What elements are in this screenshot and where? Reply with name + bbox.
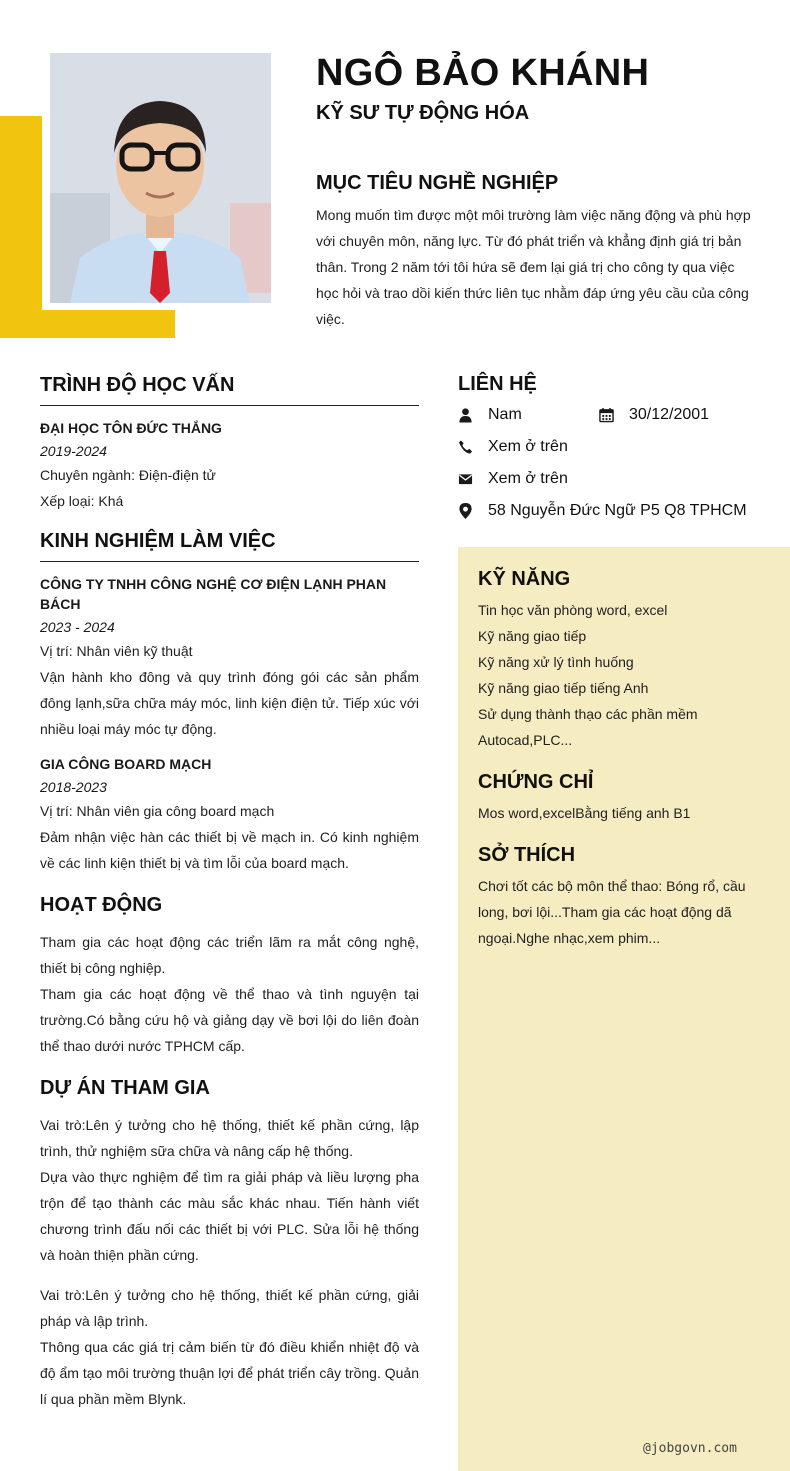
education-rank: Xếp loại: Khá xyxy=(40,493,124,509)
experience-title: KINH NGHIỆM LÀM VIỆC xyxy=(40,530,419,562)
experience-period: 2018-2023 xyxy=(40,779,107,795)
activity-item: Tham gia các hoạt động về thể thao và tình nguyện tại trường.Có bằng cứu hộ và giảng dạy về bơi lội do liên đoàn thể thao dưới nước TPHCM cấp. xyxy=(40,986,419,1054)
accent-bar-vertical xyxy=(0,116,42,338)
experience-period: 2023 - 2024 xyxy=(40,619,115,635)
accent-bar-horizontal xyxy=(0,310,175,338)
contact-phone-value: Xem ở trên xyxy=(488,438,568,455)
project-item xyxy=(40,1282,419,1412)
certificates-title: CHỨNG CHỈ xyxy=(478,771,594,793)
project-item xyxy=(40,1112,419,1268)
candidate-name: NGÔ BẢO KHÁNH xyxy=(316,52,650,94)
activity-item: Tham gia các hoạt động các triển lãm ra mắt công nghệ, thiết bị công nghiệp. xyxy=(40,934,419,976)
project-role: Vai trò:Lên ý tưởng cho hệ thống, thiết kế phần cứng, lập trình, thử nghiệm sữa chữa và nâng cấp hệ thống. xyxy=(40,1117,419,1159)
project-description: Dựa vào thực nghiệm để tìm ra giải pháp và liều lượng pha trộn để tạo thành các màu sắc khác nhau. Tiến hành viết chương trình đấu nối các thiết bị với PLC. Sửa lỗi hệ thống và hoàn thiện phần cứng. xyxy=(40,1169,419,1263)
skill-item: Kỹ năng giao tiếp tiếng Anh xyxy=(478,680,649,696)
skill-item: Kỹ năng giao tiếp xyxy=(478,628,587,644)
objective-text: Mong muốn tìm được một môi trường làm việc năng động và phù hợp với chuyên môn, năng lực. Từ đó phát triển và khẳng định giá trị bản thân. Trong 2 năm tới tôi hứa sẽ đem lại giá trị cho công ty qua việc học hỏi và trao dồi kiến thức liên tục nhằm đáp ứng yêu cầu của công việc. xyxy=(316,207,751,327)
contact-gender xyxy=(458,406,522,424)
education-major: Chuyên ngành: Điện-điện tử xyxy=(40,467,216,483)
skill-item: Tin học văn phòng word, excel xyxy=(478,602,668,618)
experience-item xyxy=(40,754,419,876)
hobbies-title: SỞ THÍCH xyxy=(478,844,576,866)
activities-title: HOẠT ĐỘNG xyxy=(40,894,163,916)
contact-email xyxy=(458,470,568,488)
watermark: @jobgovn.com xyxy=(643,1441,737,1456)
experience-description: Đảm nhận việc hàn các thiết bị về mạch in. Có kinh nghiệm về các linh kiện thiết bị và tìm lỗi của board mạch. xyxy=(40,829,419,871)
profile-photo xyxy=(50,53,271,303)
email-icon xyxy=(458,471,473,487)
contact-birthday xyxy=(599,406,709,424)
project-description: Thông qua các giá trị cảm biến từ đó điều khiển nhiệt độ và độ ẩm tạo môi trường thuận lợi để phát triển cây trồng. Quản lí qua phần mềm Blynk. xyxy=(40,1339,419,1407)
experience-description: Vận hành kho đông và quy trình đóng gói các sản phẩm đông lạnh,sữa chữa máy móc, linh kiện điện tử. Tiếp xúc với nhiều loại máy móc tự động. xyxy=(40,669,419,737)
education-title: TRÌNH ĐỘ HỌC VẤN xyxy=(40,374,419,406)
projects-title: DỰ ÁN THAM GIA xyxy=(40,1077,210,1099)
sidebar-content xyxy=(478,568,758,951)
experience-position: Vị trí: Nhân viên kỹ thuật xyxy=(40,643,193,659)
experience-position: Vị trí: Nhân viên gia công board mạch xyxy=(40,803,275,819)
contact-birthday-value: 30/12/2001 xyxy=(629,406,710,423)
hobbies-text: Chơi tốt các bộ môn thể thao: Bóng rổ, cầu long, bơi lội...Tham gia các hoạt động dã ngoại.Nghe nhạc,xem phim... xyxy=(478,878,746,946)
certificates-text: Mos word,excelBằng tiếng anh B1 xyxy=(478,805,691,821)
experience-item xyxy=(40,574,419,742)
calendar-icon xyxy=(599,407,614,423)
person-icon xyxy=(458,407,473,423)
left-column xyxy=(40,374,419,1412)
phone-icon xyxy=(458,439,473,455)
contact-address-value: 58 Nguyễn Đức Ngữ P5 Q8 TPHCM xyxy=(488,502,747,519)
objective-title: MỤC TIÊU NGHỀ NGHIỆP xyxy=(316,172,559,194)
contact-address xyxy=(458,502,747,520)
contact-gender-value: Nam xyxy=(488,406,522,423)
education-period: 2019-2024 xyxy=(40,443,107,459)
skill-item: Kỹ năng xử lý tình huống xyxy=(478,654,634,670)
contact-title: LIÊN HỆ xyxy=(458,373,537,395)
contact-email-value: Xem ở trên xyxy=(488,470,568,487)
experience-company: GIA CÔNG BOARD MẠCH xyxy=(40,756,212,772)
skill-item: Sử dụng thành thạo các phần mềm Autocad,PLC... xyxy=(478,706,698,748)
contact-phone xyxy=(458,438,568,456)
experience-company: CÔNG TY TNHH CÔNG NGHỆ CƠ ĐIỆN LẠNH PHAN BÁCH xyxy=(40,576,387,612)
project-role: Vai trò:Lên ý tưởng cho hệ thống, thiết kế phần cứng, giải pháp và lập trình. xyxy=(40,1287,419,1329)
candidate-role: KỸ SƯ TỰ ĐỘNG HÓA xyxy=(316,102,530,124)
education-school: ĐẠI HỌC TÔN ĐỨC THẮNG xyxy=(40,420,222,436)
location-pin-icon xyxy=(458,502,473,520)
skills-title: KỸ NĂNG xyxy=(478,568,571,590)
